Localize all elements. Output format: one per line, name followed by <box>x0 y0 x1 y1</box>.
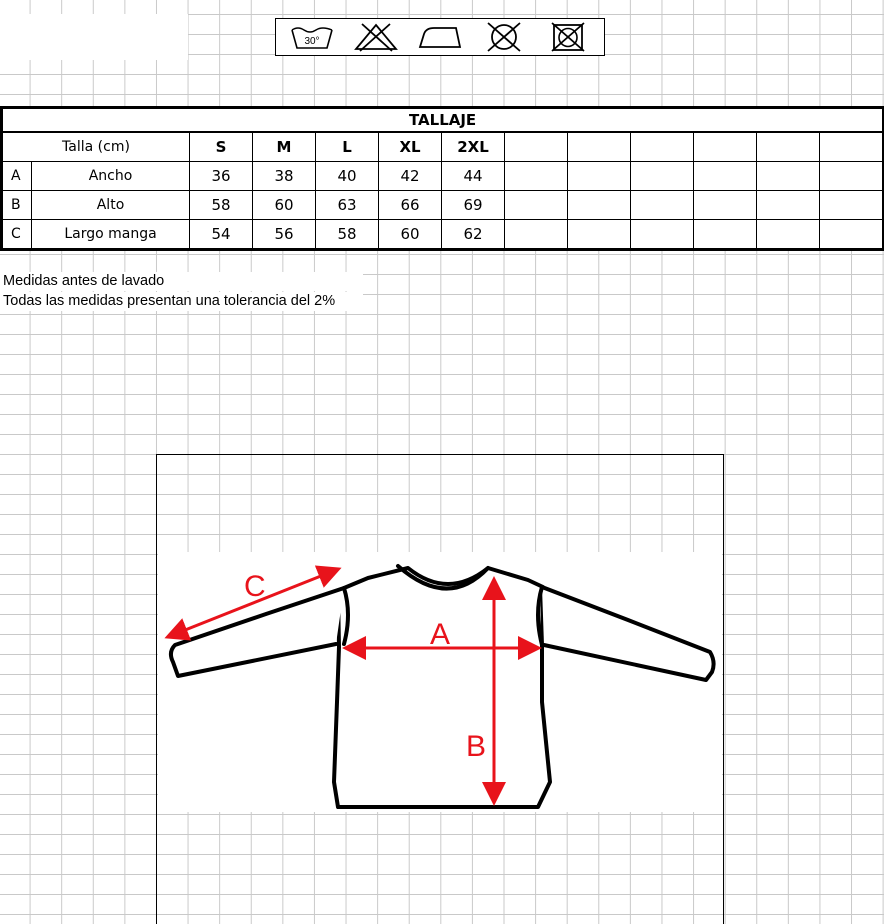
size-header: L <box>316 132 379 162</box>
empty-cell <box>505 132 568 162</box>
size-header: 2XL <box>442 132 505 162</box>
size-header: M <box>253 132 316 162</box>
row-key: C <box>2 220 32 250</box>
table-row <box>2 191 884 220</box>
size-table <box>0 106 884 251</box>
no-tumble-dry-icon <box>544 22 592 52</box>
shirt-diagram <box>158 552 722 812</box>
empty-cell <box>820 191 884 220</box>
label-a: A <box>430 618 451 651</box>
empty-cell <box>694 220 757 250</box>
empty-cell <box>568 220 631 250</box>
empty-cell <box>757 191 820 220</box>
table-cell: 42 <box>379 162 442 191</box>
empty-cell <box>631 162 694 191</box>
empty-cell <box>694 191 757 220</box>
table-cell: 38 <box>253 162 316 191</box>
empty-cell <box>757 220 820 250</box>
wash-30-icon <box>288 22 336 52</box>
empty-cell <box>757 132 820 162</box>
table-row <box>2 220 884 250</box>
header-label: Talla (cm) <box>2 132 190 162</box>
empty-cell <box>568 162 631 191</box>
empty-cell <box>694 132 757 162</box>
row-label: Largo manga <box>32 220 190 250</box>
no-bleach-icon <box>352 22 400 52</box>
label-c: C <box>244 570 266 603</box>
row-label: Ancho <box>32 162 190 191</box>
empty-cell <box>505 220 568 250</box>
table-cell: 40 <box>316 162 379 191</box>
empty-cell <box>505 162 568 191</box>
iron-icon <box>416 22 464 52</box>
no-dry-clean-icon <box>480 22 528 52</box>
empty-cell <box>820 132 884 162</box>
empty-cell <box>820 220 884 250</box>
empty-cell <box>820 162 884 191</box>
row-key: A <box>2 162 32 191</box>
note-wash: Medidas antes de lavado <box>0 272 363 291</box>
table-cell: 63 <box>316 191 379 220</box>
empty-cell <box>568 191 631 220</box>
table-header-row <box>2 132 884 162</box>
care-symbols <box>275 18 605 56</box>
svg-text:30°: 30° <box>304 36 320 47</box>
empty-cell <box>505 191 568 220</box>
empty-cell <box>568 132 631 162</box>
empty-cell <box>631 220 694 250</box>
size-header: S <box>190 132 253 162</box>
table-cell: 56 <box>253 220 316 250</box>
row-key: B <box>2 191 32 220</box>
table-cell: 60 <box>379 220 442 250</box>
table-title: TALLAJE <box>2 108 884 133</box>
table-cell: 58 <box>190 191 253 220</box>
table-cell: 60 <box>253 191 316 220</box>
table-cell: 66 <box>379 191 442 220</box>
size-header: XL <box>379 132 442 162</box>
empty-cell <box>757 162 820 191</box>
note-tolerance: Todas las medidas presentan una tolerancia del 2% <box>0 292 363 311</box>
table-cell: 69 <box>442 191 505 220</box>
empty-cell <box>631 191 694 220</box>
table-cell: 54 <box>190 220 253 250</box>
table-row <box>2 162 884 191</box>
label-b: B <box>466 730 487 763</box>
table-cell: 44 <box>442 162 505 191</box>
header-blank-left <box>0 14 188 60</box>
table-cell: 36 <box>190 162 253 191</box>
table-cell: 62 <box>442 220 505 250</box>
row-label: Alto <box>32 191 190 220</box>
empty-cell <box>694 162 757 191</box>
empty-cell <box>631 132 694 162</box>
table-cell: 58 <box>316 220 379 250</box>
